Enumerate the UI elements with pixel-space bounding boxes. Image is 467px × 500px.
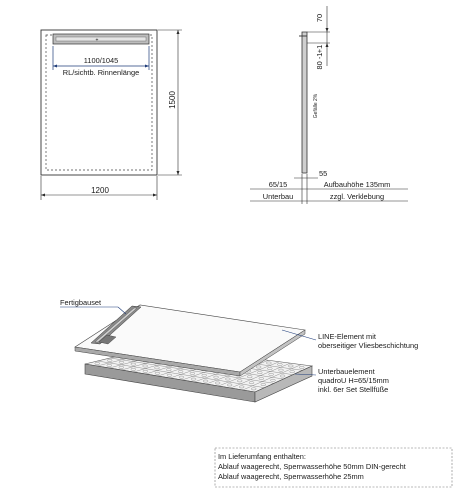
fertigbauset-leader (118, 307, 126, 314)
side-view (250, 6, 408, 204)
unterbau-element-2: quadroU H=65/15mm (318, 376, 389, 385)
side-arrow-1 (326, 28, 329, 32)
height-arrow-top (177, 30, 180, 34)
side-dim-plus: +1 (315, 44, 324, 54)
front-view (41, 30, 182, 200)
isometric-view (60, 298, 418, 402)
line-element-label-1: LINE-Element mit (318, 332, 376, 341)
unterbau-label: Unterbau (262, 192, 294, 201)
channel-note: RL/sichtb. Rinnenlänge (62, 68, 140, 77)
scope-line-2: Ablauf waagerecht, Sperrwasserhöhe 25mm (218, 472, 364, 481)
unterbau-element-1: Unterbauelement (318, 367, 375, 376)
channel-label: 1100/1045 (83, 56, 119, 65)
scope-title: Im Lieferumfang enthalten: (218, 452, 306, 461)
unterbau-element-3: inkl. 6er Set Stellfüße (318, 385, 389, 394)
height-arrow-bottom (177, 171, 180, 175)
scope-of-delivery-box (215, 448, 452, 487)
dim-6515: 65/15 (268, 180, 288, 189)
side-arrow-2 (326, 43, 329, 47)
dim-55: 55 (319, 169, 328, 178)
line-element-label-2: oberseitiger Vliesbeschichtung (318, 341, 419, 350)
side-dim-range: 80 -1 (315, 52, 324, 70)
fertigbauset-label: Fertigbauset (60, 298, 102, 307)
side-section (302, 32, 307, 173)
channel-arrow-right (145, 65, 149, 68)
verklebung-label: zzgl. Verklebung (329, 192, 385, 201)
width-label: 1200 (91, 186, 109, 195)
channel-arrow-left (53, 65, 57, 68)
scope-line-1: Ablauf waagerecht, Sperrwasserhöhe 50mm DIN-gerecht (218, 462, 406, 471)
aufbauhoehe-label: Aufbauhöhe 135mm (323, 180, 391, 189)
drain-marker: + (95, 37, 99, 44)
drain-channel-slot (56, 37, 146, 41)
height-label: 1500 (168, 91, 177, 109)
side-dim-top: 70 (315, 13, 324, 23)
tray-outline (41, 30, 157, 175)
width-arrow-right (153, 194, 157, 197)
width-arrow-left (41, 194, 45, 197)
side-gefaelle: Gefälle 2% (313, 93, 319, 119)
